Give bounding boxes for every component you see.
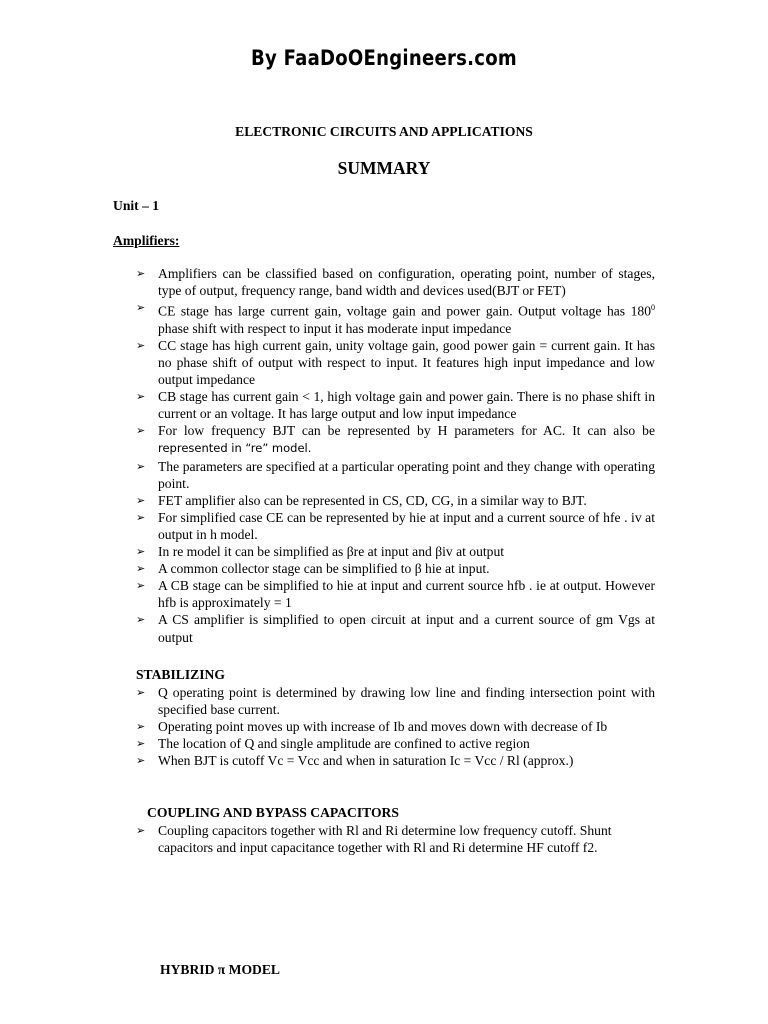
degree-superscript: 0: [651, 303, 655, 313]
list-item-text: The location of Q and single amplitude are confined to active region: [158, 736, 530, 752]
coupling-list: [136, 822, 656, 856]
arrow-bullet-icon: ➢: [136, 686, 146, 699]
arrow-bullet-icon: ➢: [136, 493, 146, 507]
list-item-text: CE stage has large current gain, voltage gain and power gain. Output voltage has 180: [158, 303, 651, 319]
list-item-text-cont: phase shift with respect to input it has moderate input impedance: [158, 320, 512, 336]
list-item: [136, 684, 655, 718]
amplifiers-list: [136, 265, 655, 646]
arrow-bullet-icon: ➢: [136, 579, 146, 593]
arrow-bullet-icon: ➢: [136, 267, 146, 280]
list-item-text: For low frequency BJT can be represented by H parameters for AC. It can also be: [158, 423, 655, 439]
list-item-text: A CB stage can be simplified to hie at input and current source hfb . ie at output. However hfb is approximately = 1: [158, 578, 655, 611]
stabilizing-heading: STABILIZING: [136, 667, 225, 682]
list-item: [136, 299, 655, 337]
list-item-text: Q operating point is determined by drawing low line and finding intersection point with specified base current.: [158, 685, 655, 718]
list-item-text: CC stage has high current gain, unity voltage gain, good power gain = current gain. It has no phase shift of output with respect to input. It features high input impedance and low output impedance: [158, 337, 655, 388]
list-item-text: A common collector stage can be simplified to β hie at input.: [158, 561, 490, 577]
list-item-text: A CS amplifier is simplified to open circuit at input and a current source of gm Vgs at output: [158, 612, 655, 645]
list-item-text: In re model it can be simplified as βre at input and βiv at output: [158, 544, 505, 560]
list-item-text: FET amplifier also can be represented in CS, CD, CG, in a similar way to BJT.: [158, 492, 587, 508]
summary-heading: SUMMARY: [337, 158, 431, 178]
list-item: [136, 422, 655, 457]
list-item: [136, 265, 655, 299]
arrow-bullet-icon: ➢: [136, 338, 146, 352]
list-item-text: Amplifiers can be classified based on configuration, operating point, number of stages, type of output, frequency range, band width and devices used(BJT or FET): [158, 266, 655, 299]
amplifiers-heading: Amplifiers:: [113, 233, 180, 248]
arrow-bullet-icon: ➢: [136, 613, 146, 627]
list-item-text: Coupling capacitors together with Rl and Ri determine low frequency cutoff. Shunt capacitors and input capacitance together with Rl and Ri determine HF cutoff f2.: [158, 823, 612, 856]
list-item: [136, 492, 655, 509]
hybrid-pi-heading: HYBRID π MODEL: [160, 962, 280, 977]
arrow-bullet-icon: ➢: [136, 737, 146, 751]
arrow-bullet-icon: ➢: [136, 459, 146, 473]
stabilizing-list: [136, 684, 655, 769]
document-title: ELECTRONIC CIRCUITS AND APPLICATIONS: [235, 124, 533, 139]
list-item: [136, 735, 655, 752]
arrow-bullet-icon: ➢: [136, 754, 146, 768]
arrow-bullet-icon: ➢: [136, 390, 146, 404]
list-item: [136, 509, 655, 543]
list-item: [136, 337, 655, 388]
arrow-bullet-icon: ➢: [136, 720, 146, 734]
list-item: [136, 577, 655, 611]
coupling-heading: COUPLING AND BYPASS CAPACITORS: [147, 805, 399, 820]
list-item-text: When BJT is cutoff Vc = Vcc and when in saturation Ic = Vcc / Rl (approx.): [158, 753, 574, 769]
arrow-bullet-icon: ➢: [136, 424, 146, 438]
list-item: [136, 822, 656, 856]
list-item-text-sans: represented in “re” model.: [158, 441, 312, 456]
arrow-bullet-icon: ➢: [136, 301, 146, 315]
list-item: [136, 752, 655, 769]
arrow-bullet-icon: ➢: [136, 824, 146, 837]
list-item-text: For simplified case CE can be represented by hie at input and a current source of hfe . iv at output in h model.: [158, 509, 655, 542]
unit-heading: Unit – 1: [113, 198, 160, 213]
list-item-text: Operating point moves up with increase of Ib and moves down with decrease of Ib: [158, 719, 608, 735]
list-item: [136, 543, 655, 560]
watermark-banner: By FaaDoOEngineers.com: [250, 46, 518, 70]
arrow-bullet-icon: ➢: [136, 545, 146, 559]
list-item: [136, 718, 655, 735]
list-item: [136, 560, 655, 577]
arrow-bullet-icon: ➢: [136, 510, 146, 524]
arrow-bullet-icon: ➢: [136, 562, 146, 576]
list-item: [136, 458, 655, 492]
list-item-text: CB stage has current gain < 1, high voltage gain and power gain. There is no phase shift in current or an voltage. It has large output and low input impedance: [158, 389, 655, 422]
list-item: [136, 388, 655, 422]
list-item-text: The parameters are specified at a particular operating point and they change with operating point.: [158, 458, 655, 491]
list-item: [136, 611, 655, 645]
